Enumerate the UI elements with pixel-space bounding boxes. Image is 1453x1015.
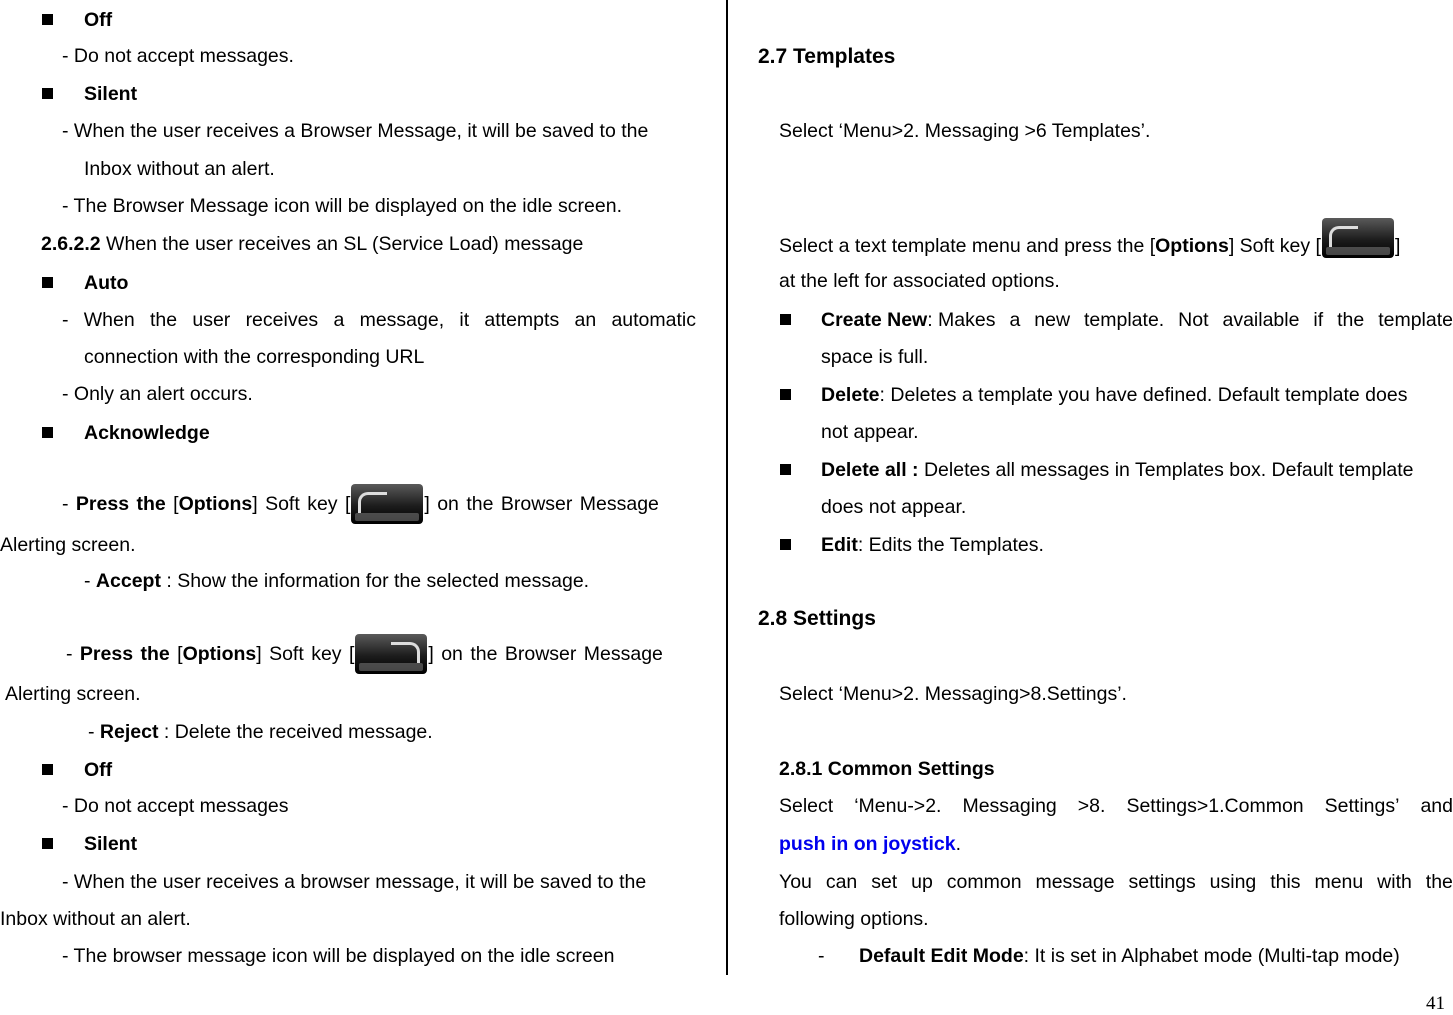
push-joystick-label: push in on joystick <box>779 833 956 855</box>
edit-label: Edit <box>821 534 858 556</box>
delete-text: : Deletes a template you have defined. Default template does <box>879 384 1408 406</box>
word: menu <box>1314 871 1364 893</box>
word: new <box>1034 309 1071 331</box>
delete-all-line-2: does not appear. <box>821 496 967 518</box>
dash: - <box>66 643 80 665</box>
word: message <box>1035 871 1115 893</box>
word: receives <box>245 309 319 331</box>
bold-lead: Create New <box>821 309 928 331</box>
bullet-icon <box>42 764 53 775</box>
bullet-icon <box>42 88 53 99</box>
word: ‘Menu->2. <box>854 795 942 817</box>
left-softkey-icon <box>351 484 423 524</box>
column-divider <box>726 0 728 975</box>
settings-select: Select ‘Menu>2. Messaging>8.Settings’. <box>779 683 1127 705</box>
default-edit-dash: - <box>818 945 825 967</box>
push-joystick-line <box>779 832 961 856</box>
auto-title: Auto <box>84 272 129 294</box>
silent-desc-a-2: - When the user receives a browser message, it will be saved to the <box>62 871 647 893</box>
bullet-icon <box>42 427 53 438</box>
word: the <box>1425 871 1453 893</box>
word: the <box>149 309 178 331</box>
tmpl-text-a: Select a text template menu and press the [ <box>779 235 1156 257</box>
accept-text: : Show the information for the selected message. <box>160 570 590 592</box>
word: Create New: Makes <box>821 309 996 331</box>
word: can <box>825 871 858 893</box>
create-new-line-2: space is full. <box>821 346 929 368</box>
reject-line <box>88 720 433 744</box>
off-desc: - Do not accept messages. <box>62 45 294 67</box>
bullet-icon <box>780 539 791 550</box>
off-title: Off <box>84 9 113 31</box>
sl-number: 2.6.2.2 <box>41 233 101 255</box>
word: a <box>1009 309 1021 331</box>
off-desc-2: - Do not accept messages <box>62 795 289 817</box>
word: >8. <box>1077 795 1106 817</box>
silent-desc-b: Inbox without an alert. <box>84 158 275 180</box>
word: Select <box>779 795 834 817</box>
word: with <box>1377 871 1412 893</box>
silent-desc-c: - The Browser Message icon will be displayed on the idle screen. <box>62 195 623 217</box>
word: You <box>779 871 812 893</box>
silent-desc-b-2: Inbox without an alert. <box>0 908 191 930</box>
left-softkey-icon <box>1322 218 1394 258</box>
following-options: following options. <box>779 908 929 930</box>
accept-label: Accept <box>95 570 161 592</box>
word: set <box>871 871 898 893</box>
word: When <box>83 309 135 331</box>
word: using <box>1209 871 1257 893</box>
bullet-icon <box>42 277 53 288</box>
right-softkey-icon <box>355 634 427 674</box>
word: user <box>192 309 231 331</box>
word: automatic <box>611 309 696 331</box>
word: - <box>62 309 69 331</box>
word: a <box>333 309 345 331</box>
options-label: Options <box>182 643 257 665</box>
silent-title: Silent <box>84 83 138 105</box>
soft-key-text: ] Soft key [ <box>256 643 355 665</box>
auto-desc-a <box>62 308 696 332</box>
word: attempts <box>484 309 560 331</box>
word: and <box>1420 795 1453 817</box>
you-can-line <box>779 870 1453 894</box>
common-select-line <box>779 794 1453 818</box>
auto-desc-c: - Only an alert occurs. <box>62 383 253 405</box>
delete-all-line <box>821 458 1414 482</box>
auto-desc-b: connection with the corresponding URL <box>84 346 425 368</box>
sl-heading <box>41 232 583 256</box>
dash: - <box>88 721 100 743</box>
tmpl-text-c: ] <box>1394 235 1401 257</box>
bullet-icon <box>42 14 53 25</box>
options-label: Options <box>178 493 253 515</box>
delete-all-label: Delete all : <box>821 459 919 481</box>
browser-message-text: ] on the Browser Message <box>424 493 659 515</box>
word: Not <box>1178 309 1209 331</box>
default-edit-mode-text: : It is set in Alphabet mode (Multi-tap mode) <box>1023 945 1400 967</box>
bracket: [ <box>169 643 183 665</box>
press-options-line-2 <box>66 634 696 674</box>
word: settings <box>1128 871 1196 893</box>
templates-select: Select ‘Menu>2. Messaging >6 Templates’. <box>779 120 1151 142</box>
delete-label: Delete <box>821 384 880 406</box>
word: message, <box>359 309 445 331</box>
accept-line <box>84 569 589 593</box>
common-settings-heading: 2.8.1 Common Settings <box>779 758 995 780</box>
edit-line <box>821 533 1044 557</box>
word: this <box>1270 871 1301 893</box>
alerting-screen-2: Alerting screen. <box>5 683 141 705</box>
page-number: 41 <box>1426 993 1445 1014</box>
browser-message-text: ] on the Browser Message <box>428 643 663 665</box>
silent-desc-c-2: - The browser message icon will be displayed on the idle screen <box>62 945 615 967</box>
soft-key-text: ] Soft key [ <box>252 493 351 515</box>
word: it <box>459 309 470 331</box>
word: template. <box>1084 309 1165 331</box>
silent-title-2: Silent <box>84 833 138 855</box>
word: template <box>1378 309 1453 331</box>
acknowledge-title: Acknowledge <box>84 422 210 444</box>
bullet-icon <box>42 838 53 849</box>
word: an <box>574 309 597 331</box>
template-options-line <box>779 218 1400 258</box>
delete-line <box>821 383 1407 407</box>
word: Messaging <box>962 795 1057 817</box>
word: Settings’ <box>1324 795 1400 817</box>
create-new-line <box>821 308 1453 332</box>
options-label: Options <box>1155 235 1229 257</box>
off-title-2: Off <box>84 759 113 781</box>
default-edit-mode-line <box>859 944 1400 968</box>
bullet-icon <box>780 389 791 400</box>
reject-label: Reject <box>99 721 159 743</box>
delete-line-2: not appear. <box>821 421 919 443</box>
word: available <box>1222 309 1300 331</box>
press-the: Press the <box>75 493 166 515</box>
bracket: [ <box>165 493 179 515</box>
bullet-icon <box>780 314 791 325</box>
silent-desc-a: - When the user receives a Browser Message, it will be saved to the <box>62 120 649 142</box>
press-the: Press the <box>79 643 170 665</box>
word: common <box>946 871 1022 893</box>
press-options-line <box>62 484 696 524</box>
tmpl-text-b: ] Soft key [ <box>1228 235 1321 257</box>
template-options-line-2: at the left for associated options. <box>779 270 1060 292</box>
sl-text: When the user receives an SL (Service Load) message <box>100 233 584 255</box>
delete-all-text: Deletes all messages in Templates box. Default template <box>918 459 1414 481</box>
edit-text: : Edits the Templates. <box>857 534 1044 556</box>
reject-text: : Delete the received message. <box>158 721 433 743</box>
settings-heading: 2.8 Settings <box>758 607 876 630</box>
default-edit-mode-label: Default Edit Mode <box>859 945 1024 967</box>
alerting-screen-1: Alerting screen. <box>0 534 136 556</box>
word: Settings>1.Common <box>1126 795 1304 817</box>
dash: - <box>84 570 96 592</box>
bullet-icon <box>780 464 791 475</box>
word: the <box>1337 309 1365 331</box>
word: up <box>911 871 933 893</box>
templates-heading: 2.7 Templates <box>758 45 896 68</box>
period: . <box>955 833 962 855</box>
dash: - <box>62 493 76 515</box>
word: if <box>1313 309 1324 331</box>
